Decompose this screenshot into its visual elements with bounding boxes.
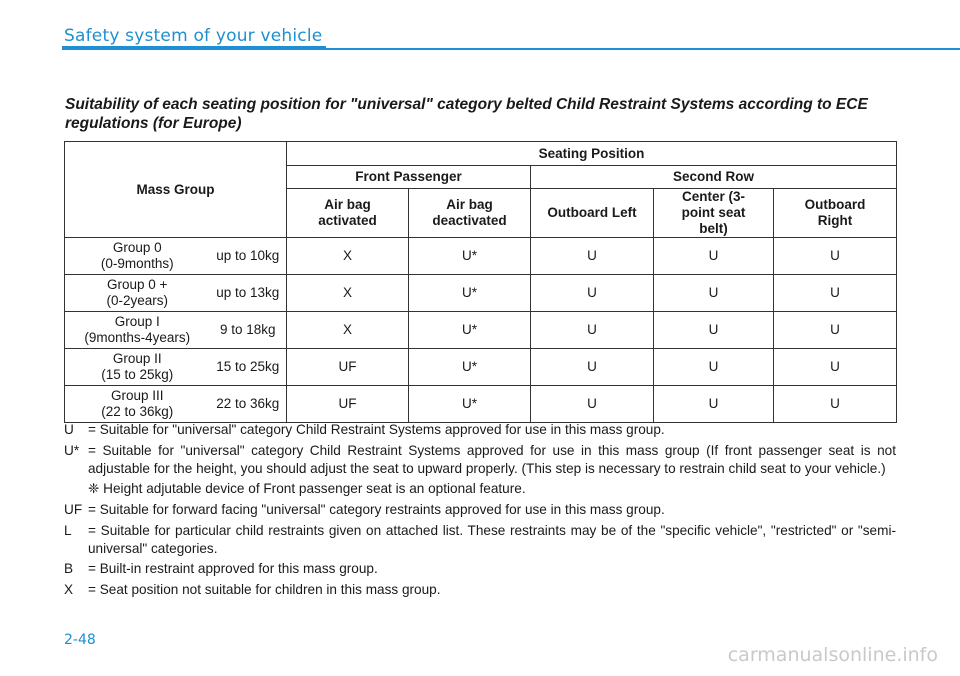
value-cell: U* [409,312,531,349]
legend-text: = Suitable for particular child restraints given on attached list. These restraints may be of the "specific vehicle", "restricted" or "semi-universal" categories. [88,522,896,556]
weight-cell: up to 10kg [210,238,287,275]
column-header-outboard-left: Outboard Left [531,189,654,238]
legend-item [64,522,896,558]
page-number: 2-48 [64,632,96,648]
table-row [65,312,897,349]
group-age-range: (0-9months) [100,256,174,271]
legend-text: = Suitable for "universal" category Child Restraint Systems approved for use in this mass group. [88,422,665,437]
weight-cell: up to 13kg [210,275,287,312]
legend-key: U* [64,442,80,458]
table-row [65,349,897,386]
page-heading: Suitability of each seating position for "universal" category belted Child Restraint Systems according to ECE regulations (for Europe) [65,96,868,132]
mass-group-header: Mass Group [65,142,287,238]
weight-cell: 9 to 18kg [210,312,287,349]
legend-item [64,581,896,599]
value-cell: U [654,349,774,386]
legend-note: ❈ Height adjutable device of Front passenger seat is an optional feature. [88,481,526,496]
value-cell: U [531,275,654,312]
value-cell: U [531,312,654,349]
group-age-range: (9months-4years) [84,330,191,345]
legend-text: = Suitable for "universal" category Child Restraint Systems approved for use in this mass group (If front passenger seat is not adjustable for the height, you should adjust the seat to upward properly. (This step is necessary to restrain child seat to your vehicle.) [88,442,896,476]
value-cell: UF [287,349,409,386]
value-cell: U [531,386,654,423]
value-cell: U [774,238,897,275]
value-cell: U [774,386,897,423]
group-name: Group I [114,314,160,329]
legend-key: U [64,422,74,437]
value-cell: U* [409,275,531,312]
legend-item [64,560,896,578]
legend-text: = Built-in restraint approved for this mass group. [88,561,378,576]
value-cell: U [774,349,897,386]
legend-key: L [64,522,72,538]
second-row-header: Second Row [531,166,897,189]
value-cell: U [654,312,774,349]
column-header-airbag-activated: Air bag activated [287,189,409,238]
group-age-range: (0-2years) [106,293,168,308]
weight-cell: 22 to 36kg [210,386,287,423]
legend-text: = Suitable for forward facing "universal" category restraints approved for use in this mass group. [88,502,665,517]
legend-item [64,421,896,439]
value-cell: X [287,312,409,349]
table-row [65,275,897,312]
value-cell: U [654,275,774,312]
mass-group-cell [65,386,210,423]
legend-key: B [64,561,74,576]
value-cell: U [531,238,654,275]
value-cell: U [774,275,897,312]
seating-suitability-table [64,141,897,423]
mass-group-cell [65,275,210,312]
table-row [65,386,897,423]
value-cell: X [287,275,409,312]
mass-group-cell [65,349,210,386]
header-rule-thick [62,46,326,50]
value-cell: U [531,349,654,386]
header-rule-thin [326,48,960,50]
legend-text: = Seat position not suitable for children in this mass group. [88,581,441,597]
front-passenger-header: Front Passenger [287,166,531,189]
value-cell: U [774,312,897,349]
group-name: Group 0 [112,240,162,255]
value-cell: U [654,386,774,423]
seating-position-header: Seating Position [287,142,897,166]
legend-key: X [64,581,74,597]
column-header-airbag-deactivated: Air bag deactivated [409,189,531,238]
legend-item [64,501,896,519]
legend-item [64,442,896,478]
section-title: Safety system of your vehicle [64,26,323,46]
watermark: carmanualsonline.info [727,644,938,666]
value-cell: U [654,238,774,275]
mass-group-cell [65,238,210,275]
column-header-center: Center (3-point seat belt) [654,189,774,238]
group-age-range: (15 to 25kg) [101,367,174,382]
weight-cell: 15 to 25kg [210,349,287,386]
value-cell: UF [287,386,409,423]
column-header-outboard-right: Outboard Right [774,189,897,238]
group-age-range: (22 to 36kg) [101,404,174,419]
group-name: Group III [110,388,164,403]
table-row [65,238,897,275]
value-cell: X [287,238,409,275]
legend [64,421,896,601]
legend-key: UF [64,502,83,517]
group-name: Group II [112,351,162,366]
value-cell: U* [409,349,531,386]
value-cell: U* [409,238,531,275]
value-cell: U* [409,386,531,423]
mass-group-cell [65,312,210,349]
group-name: Group 0 + [107,277,168,292]
